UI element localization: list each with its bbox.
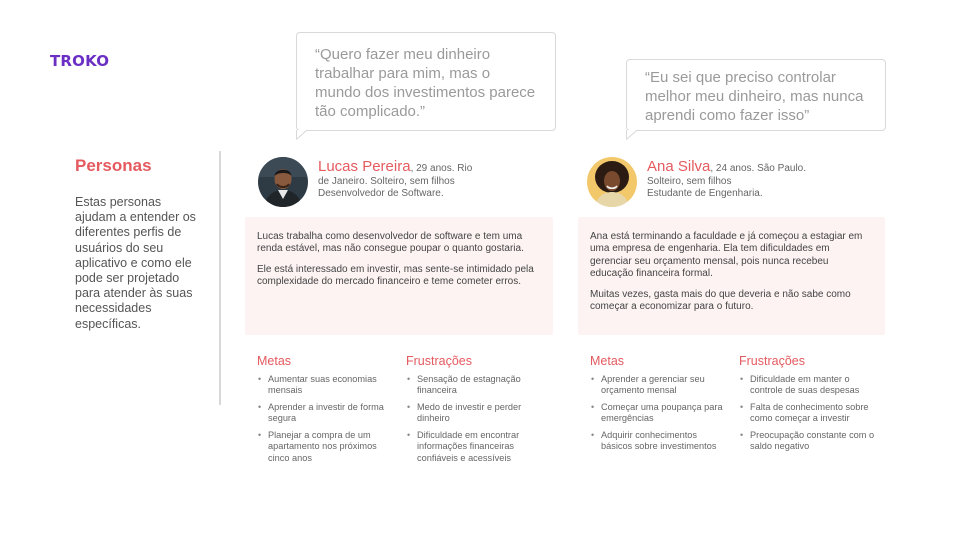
list-item: • Planejar a compra de um apartamento nos próximos cinco anos (257, 430, 397, 464)
bio-paragraph: Lucas trabalha como desenvolvedor de software e tem uma renda estável, mas não consegue poupar o quanto gostaria. (257, 231, 524, 255)
person-photo-icon (258, 157, 308, 207)
goals-heading: Metas (257, 354, 292, 368)
list-item: • Aumentar suas economias mensais (257, 374, 397, 397)
frustrations-heading: Frustrações (406, 354, 472, 368)
persona-meta-line2: de Janeiro. Solteiro, sem filhos (318, 175, 455, 187)
persona-name: Lucas Pereira (318, 158, 411, 175)
list-item: • Adquirir conhecimentos básicos sobre investimentos (590, 430, 730, 453)
person-photo-icon (587, 157, 637, 207)
quote-text: “Quero fazer meu dinheiro trabalhar para mim, mas o mundo dos investimentos parece tão complicado.” (315, 46, 536, 120)
quote-tail-icon (626, 130, 638, 140)
goals-heading: Metas (590, 354, 625, 368)
goals-list (257, 374, 397, 470)
list-item: • Dificuldade em manter o controle de suas despesas (739, 374, 879, 397)
list-item: • Aprender a gerenciar seu orçamento mensal (590, 374, 730, 397)
bio-paragraph: Ele está interessado em investir, mas sente-se intimidado pela complexidade do mercado financeiro e teme cometer erros. (257, 263, 534, 288)
persona-meta-line3: Estudante de Engenharia. (647, 188, 763, 200)
goals-list (590, 374, 730, 458)
bio-paragraph: Ana está terminando a faculdade e já começou a estagiar em uma empresa de engenharia. Ela tem dificuldades em gerenciar seu orçamento mensal, pois nunca recebeu educação financeira formal. (590, 231, 863, 280)
frustrations-list (739, 374, 879, 458)
bio-card-lucas (245, 217, 553, 335)
frustrations-list (406, 374, 546, 470)
bio-card-ana (578, 217, 885, 335)
frustrations-heading: Frustrações (739, 354, 805, 368)
list-item: • Medo de investir e perder dinheiro (406, 402, 546, 425)
quote-bubble-lucas (296, 32, 556, 131)
bio-paragraph: Muitas vezes, gasta mais do que deveria e não sabe como começar a economizar para o futuro. (590, 288, 851, 313)
quote-bubble-ana (626, 59, 886, 131)
section-description: Estas personas ajudam a entender os diferentes perfis de usuários do seu aplicativo e como ele pode ser projetado para atender às suas necessidades específicas. (75, 195, 196, 331)
list-item: • Dificuldade em encontrar informações financeiras confiáveis e acessíveis (406, 430, 546, 464)
list-item: • Aprender a investir de forma segura (257, 402, 397, 425)
quote-text: “Eu sei que preciso controlar melhor meu dinheiro, mas nunca aprendi como fazer isso” (645, 69, 864, 124)
list-item: • Preocupação constante com o saldo negativo (739, 430, 879, 453)
brand-logo: TROKO (50, 52, 110, 70)
persona-name: Ana Silva (647, 158, 711, 175)
list-item: • Começar uma poupança para emergências (590, 402, 730, 425)
persona-meta-line2: Solteiro, sem filhos (647, 175, 732, 187)
vertical-divider (219, 151, 221, 405)
quote-tail-icon (296, 130, 308, 140)
avatar-ana (587, 157, 637, 207)
list-item: • Falta de conhecimento sobre como começar a investir (739, 402, 879, 425)
persona-meta-line3: Desenvolvedor de Software. (318, 188, 444, 200)
persona-meta-line1: , 29 anos. Rio (410, 163, 473, 174)
persona-header-lucas (318, 158, 488, 201)
section-title: Personas (75, 156, 152, 175)
persona-header-ana (647, 158, 827, 201)
persona-meta-line1: , 24 anos. São Paulo. (710, 163, 806, 174)
avatar-lucas (258, 157, 308, 207)
list-item: • Sensação de estagnação financeira (406, 374, 546, 397)
